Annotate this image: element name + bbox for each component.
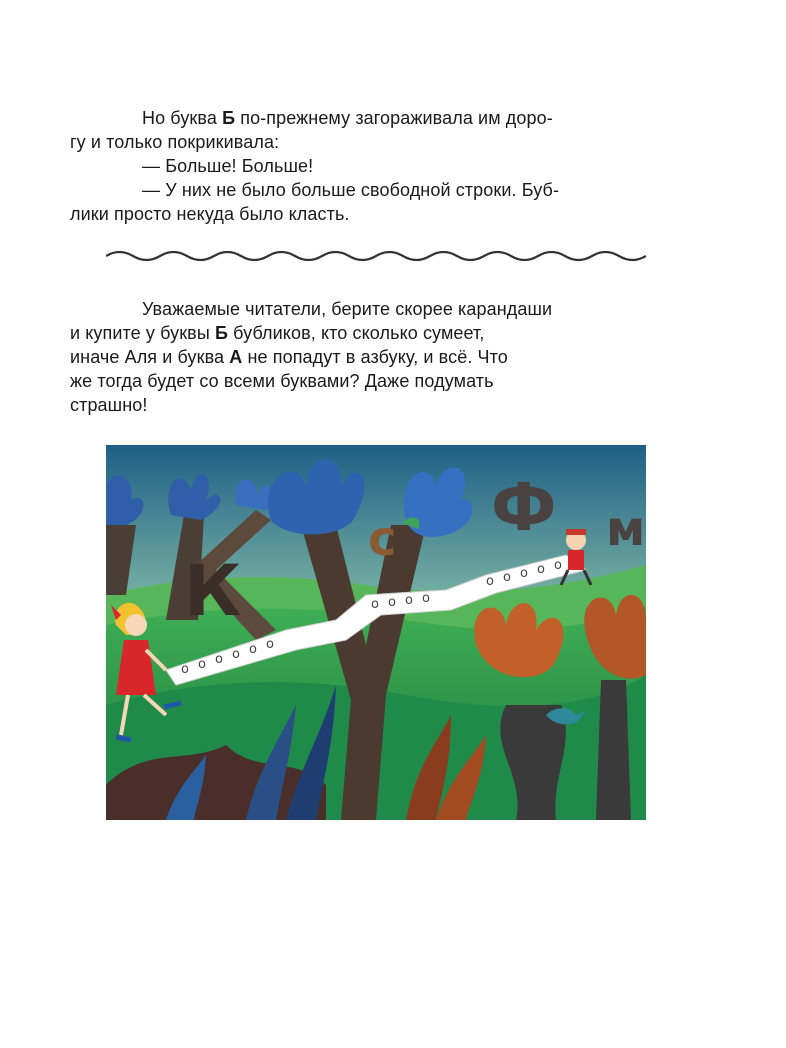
svg-text:o: o	[181, 662, 189, 677]
svg-text:o: o	[249, 642, 257, 657]
text-line	[70, 323, 485, 343]
letter-s: с	[368, 511, 397, 567]
letter-f: Ф	[491, 469, 557, 546]
svg-text:o: o	[198, 657, 206, 672]
text-fragment: по-прежнему загораживала им доро-	[235, 108, 553, 128]
story-illustration	[106, 445, 646, 820]
text-fragment: Но буква	[142, 108, 223, 128]
svg-text:o: o	[388, 595, 396, 610]
dialogue-line-2	[70, 178, 646, 226]
text-fragment: — У них не было больше свободной строки. Буб-	[142, 180, 560, 200]
text-fragment: Уважаемые читатели, берите скорее карандаши	[142, 299, 553, 319]
svg-text:o: o	[215, 652, 223, 667]
svg-text:o: o	[503, 570, 511, 585]
letter-m: м	[606, 501, 646, 557]
text-fragment: бубликов, кто сколько сумеет,	[228, 323, 485, 343]
svg-text:o: o	[371, 597, 379, 612]
paragraph-1	[70, 106, 646, 154]
wavy-divider	[106, 246, 646, 266]
text-fragment: лики просто некуда было класть.	[70, 204, 350, 224]
svg-text:o: o	[232, 647, 240, 662]
text-fragment: же тогда будет со всеми буквами? Даже подумать	[70, 371, 494, 391]
dialogue-line-1: — Больше! Больше!	[142, 156, 314, 176]
svg-text:o: o	[554, 558, 562, 573]
text-fragment: гу и только покрикивала:	[70, 132, 280, 152]
text-line	[70, 347, 508, 367]
illustration-scene	[106, 445, 646, 820]
svg-text:o: o	[537, 562, 545, 577]
letter-k: К	[184, 550, 242, 632]
svg-text:o: o	[520, 566, 528, 581]
reader-appeal-text	[70, 297, 646, 417]
bold-letter: Б	[222, 108, 236, 128]
text-fragment: иначе Аля и буква	[70, 347, 230, 367]
svg-text:o: o	[486, 574, 494, 589]
story-text-top	[70, 106, 646, 226]
text-fragment: не попадут в азбуку, и всё. Что	[242, 347, 508, 367]
bold-letter: Б	[214, 323, 229, 343]
svg-text:o: o	[422, 591, 430, 606]
bold-letter: А	[229, 347, 243, 367]
text-fragment: и купите у буквы	[70, 323, 215, 343]
svg-text:o: o	[266, 637, 274, 652]
svg-text:o: o	[405, 593, 413, 608]
letter-u: У	[336, 652, 343, 663]
text-fragment: страшно!	[70, 395, 148, 415]
paragraph-2	[70, 297, 646, 417]
